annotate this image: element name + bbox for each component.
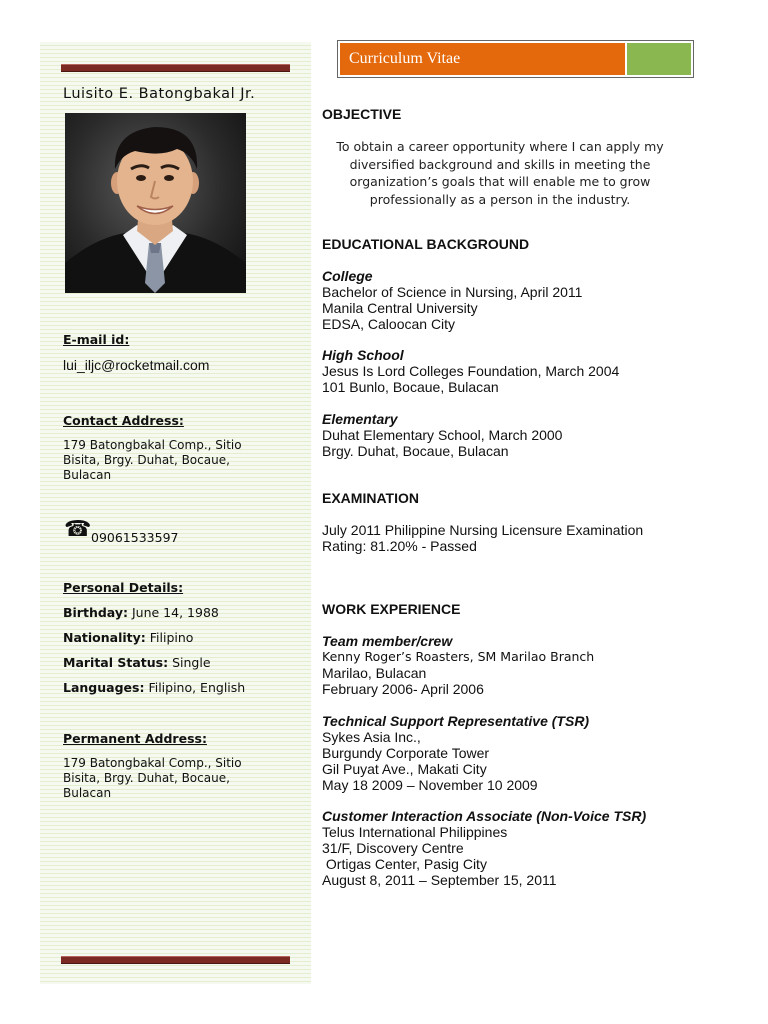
personal-detail-value: Filipino, English: [148, 680, 246, 695]
sidebar-top-divider: [61, 64, 290, 72]
education-level: Elementary: [322, 411, 398, 427]
objective-heading: OBJECTIVE: [322, 106, 402, 122]
education-line: Bachelor of Science in Nursing, April 2011: [322, 284, 583, 300]
profile-photo: [65, 113, 246, 293]
education-level: High School: [322, 347, 404, 363]
personal-detail-value: June 14, 1988: [131, 605, 219, 620]
personal-detail-value: Filipino: [149, 630, 194, 645]
education-high-school: [322, 347, 619, 395]
email-heading: E-mail id:: [63, 332, 130, 347]
examination-heading: EXAMINATION: [322, 490, 419, 506]
work-line: February 2006- April 2006: [322, 681, 484, 697]
examination-details: [322, 522, 643, 554]
work-item: [322, 633, 594, 697]
objective-text: To obtain a career opportunity where I can apply my diversified background and skills in meeting the organization’s goals that will enable me to grow professionally as a person in the industry.: [336, 139, 664, 207]
education-line: Duhat Elementary School, March 2000: [322, 427, 563, 443]
work-line: 31/F, Discovery Centre: [322, 840, 464, 856]
personal-detail-label: Birthday:: [63, 605, 128, 620]
cv-title: Curriculum Vitae: [340, 43, 625, 75]
education-line: Manila Central University: [322, 300, 478, 316]
work-line: Marilao, Bulacan: [322, 665, 427, 681]
education-line: EDSA, Caloocan City: [322, 316, 456, 332]
work-line: Kenny Roger’s Roasters, SM Marilao Branch: [322, 649, 595, 664]
work-line: Sykes Asia Inc.,: [322, 729, 421, 745]
personal-detail-label: Languages:: [63, 680, 145, 695]
portrait-illustration: [65, 113, 246, 293]
sidebar: [40, 42, 311, 984]
work-item: [322, 713, 589, 793]
work-line: Ortigas Center, Pasig City: [322, 856, 487, 872]
permanent-address-value: 179 Batongbakal Comp., Sitio Bisita, Brgy. Duhat, Bocaue, Bulacan: [63, 756, 242, 800]
work-item: [322, 808, 646, 888]
personal-detail-row: [63, 655, 211, 670]
personal-detail-row: [63, 630, 193, 645]
work-title: Team member/crew: [322, 633, 453, 649]
phone-number: 09061533597: [91, 530, 179, 545]
cv-header-bar: [337, 40, 694, 78]
education-college: [322, 268, 582, 332]
work-line: May 18 2009 – November 10 2009: [322, 777, 538, 793]
education-elementary: [322, 411, 562, 459]
candidate-name: Luisito E. Batongbakal Jr.: [63, 86, 256, 102]
work-title: Customer Interaction Associate (Non-Voice TSR): [322, 808, 647, 824]
education-line: 101 Bunlo, Bocaue, Bulacan: [322, 379, 499, 395]
email-value: lui_iljc@rocketmail.com: [63, 357, 210, 373]
telephone-icon: ☎: [64, 516, 92, 541]
cv-header-accent: [627, 43, 691, 75]
personal-detail-value: Single: [172, 655, 211, 670]
education-heading: EDUCATIONAL BACKGROUND: [322, 236, 530, 252]
contact-address-value: 179 Batongbakal Comp., Sitio Bisita, Brgy. Duhat, Bocaue, Bulacan: [63, 438, 242, 482]
examination-line: Rating: 81.20% - Passed: [322, 538, 477, 554]
education-line: Jesus Is Lord Colleges Foundation, March 2004: [322, 363, 620, 379]
contact-address-heading: Contact Address:: [63, 413, 184, 428]
permanent-address-heading: Permanent Address:: [63, 731, 207, 746]
examination-line: July 2011 Philippine Nursing Licensure Examination: [322, 522, 644, 538]
personal-detail-row: [63, 605, 219, 620]
sidebar-bottom-divider: [61, 956, 290, 964]
education-level: College: [322, 268, 373, 284]
work-line: August 8, 2011 – September 15, 2011: [322, 872, 557, 888]
personal-detail-row: [63, 680, 245, 695]
personal-details-heading: Personal Details:: [63, 580, 184, 595]
education-line: Brgy. Duhat, Bocaue, Bulacan: [322, 443, 509, 459]
work-line: Telus International Philippines: [322, 824, 508, 840]
work-title: Technical Support Representative (TSR): [322, 713, 590, 729]
personal-detail-label: Marital Status:: [63, 655, 169, 670]
work-line: Burgundy Corporate Tower: [322, 745, 490, 761]
work-line: Gil Puyat Ave., Makati City: [322, 761, 487, 777]
work-experience-heading: WORK EXPERIENCE: [322, 601, 461, 617]
personal-detail-label: Nationality:: [63, 630, 146, 645]
